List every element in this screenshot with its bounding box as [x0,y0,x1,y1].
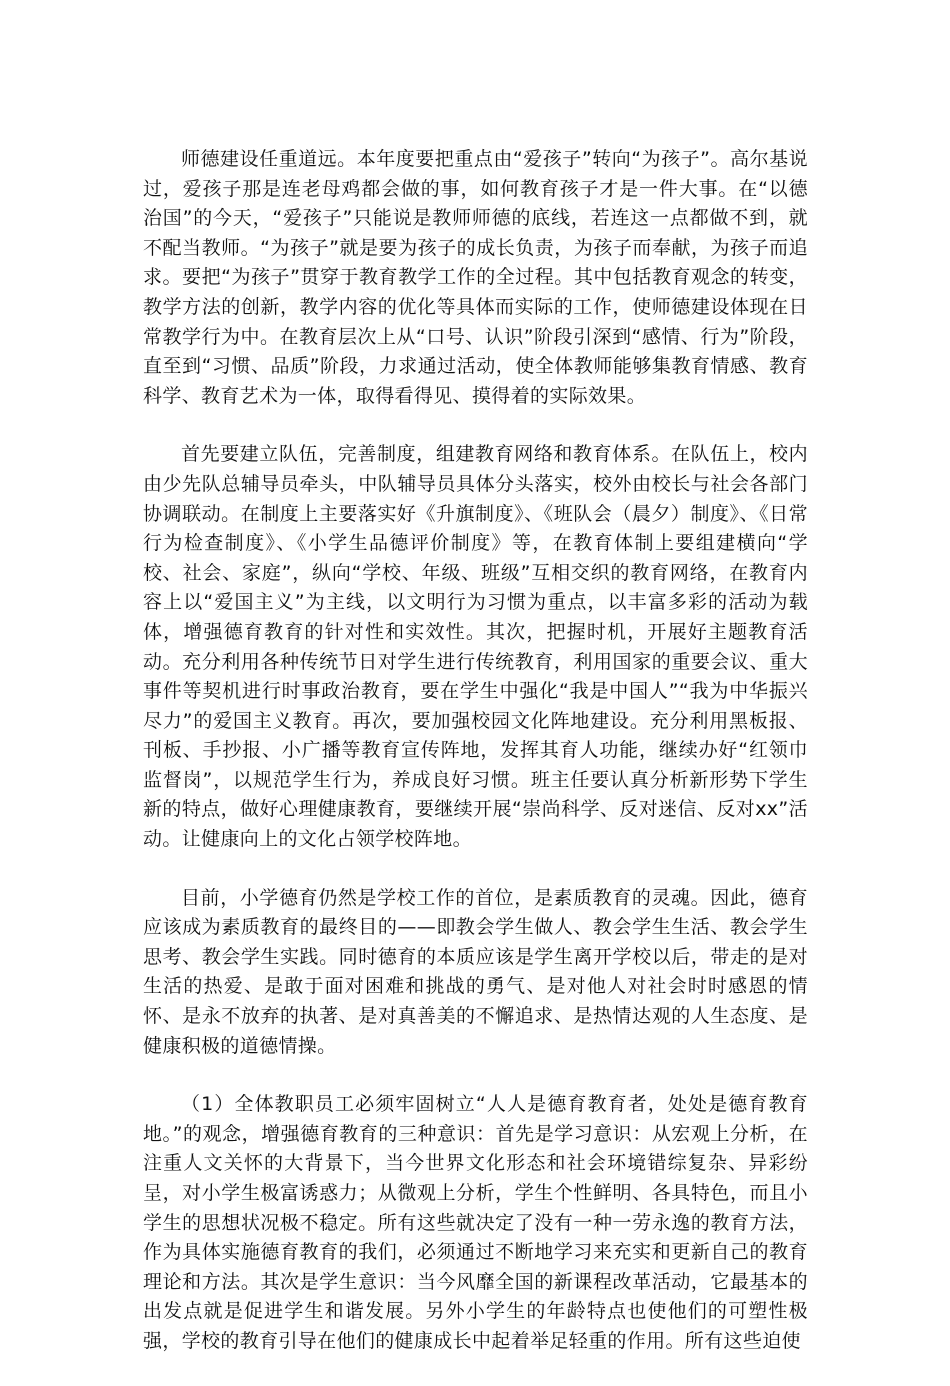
paragraph-moral-education-goal: 目前，小学德育仍然是学校工作的首位，是素质教育的灵魂。因此，德育应该成为素质教育的最终目的——即教会学生做人、教会学生生活、教会学生思考、教会学生实践。同时德育的本质应该是学生离开学校以后，带走的是对生活的热爱、是敢于面对困难和挑战的勇气、是对他人对社会时时感恩的情怀、是永不放弃的执著、是对真善美的不懈追求、是热情达观的人生态度、是健康积极的道德情操。 [143,886,808,1057]
paragraph-staff-awareness: （1）全体教职员工必须牢固树立“人人是德育教育者，处处是德育教育地。”的观念，增强德育教育的三种意识：首先是学习意识：从宏观上分析，在注重人文关怀的大背景下，当今世界文化形态和社会环境错综复杂、异彩纷呈，对小学生极富诱惑力；从微观上分析，学生个性鲜明、各具特色，而且小学生的思想状况极不稳定。所有这些就决定了没有一种一劳永逸的教育方法，作为具体实施德育教育的我们，必须通过不断地学习来充实和更新自己的教育理论和方法。其次是学生意识：当今风靡全国的新课程改革活动，它最基本的出发点就是促进学生和谐发展。另外小学生的年龄特点也使他们的可塑性极强，学校的教育引导在他们的健康成长中起着举足轻重的作用。所有这些迫使 [143,1093,808,1352]
document-body [143,145,808,1386]
paragraph-build-team-system: 首先要建立队伍，完善制度，组建教育网络和教育体系。在队伍上，校内由少先队总辅导员牵头，中队辅导员具体分头落实，校外由校长与社会各部门协调联动。在制度上主要落实好《升旗制度》、《班队会（晨夕）制度》、《日常行为检查制度》、《小学生品德评价制度》等，在教育体制上要组建横向“学校、社会、家庭”，纵向“学校、年级、班级”互相交织的教育网络，在教育内容上以“爱国主义”为主线，以文明行为习惯为重点，以丰富多彩的活动为载体，增强德育教育的针对性和实效性。其次，把握时机，开展好主题教育活动。充分利用各种传统节日对学生进行传统教育，利用国家的重要会议、重大事件等契机进行时事政治教育，要在学生中强化“我是中国人”“我为中华振兴尽力”的爱国主义教育。再次，要加强校园文化阵地建设。充分利用黑板报、刊板、手抄报、小广播等教育宣传阵地，发挥其育人功能，继续办好“红领巾监督岗”，以规范学生行为，养成良好习惯。班主任要认真分析新形势下学生新的特点，做好心理健康教育，要继续开展“崇尚科学、反对迷信、反对xx”活动。让健康向上的文化占领学校阵地。 [143,443,808,851]
paragraph-teacher-ethics: 师德建设任重道远。本年度要把重点由“爱孩子”转向“为孩子”。高尔基说过，爱孩子那是连老母鸡都会做的事，如何教育孩子才是一件大事。在“以德治国”的今天，“爱孩子”只能说是教师师德的底线，若连这一点都做不到，就不配当教师。“为孩子”就是要为孩子的成长负责，为孩子而奉献，为孩子而追求。要把“为孩子”贯穿于教育教学工作的全过程。其中包括教育观念的转变，教学方法的创新，教学内容的优化等具体而实际的工作，使师德建设体现在日常教学行为中。在教育层次上从“口号、认识”阶段引深到“感情、行为”阶段，直至到“习惯、品质”阶段，力求通过活动，使全体教师能够集教育情感、教育科学、教育艺术为一体，取得看得见、摸得着的实际效果。 [143,148,808,407]
